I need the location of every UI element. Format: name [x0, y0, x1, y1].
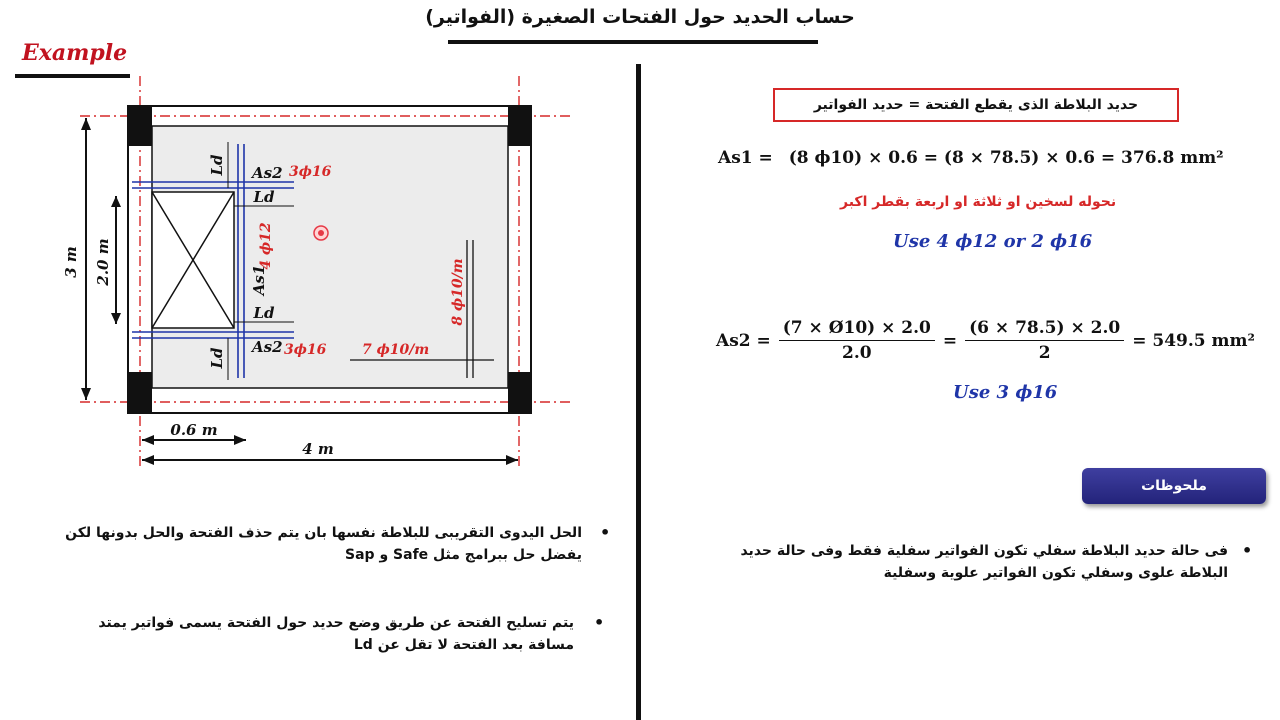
as2-denominator-1: 2.0	[842, 343, 872, 363]
left-note-item-2	[50, 612, 574, 656]
dim-2m: 2.0 m	[94, 238, 112, 286]
left-note-item-1	[30, 522, 582, 566]
as2-label: As2 =	[716, 330, 771, 351]
opening	[152, 192, 234, 328]
right-note-text: فى حالة حديد البلاطة سفلي تكون الفواتير سفلية فقط وفى حالة حديد البلاطة علوى وسفلي تكون الفواتير علوية وسفلية	[740, 543, 1228, 581]
red-note: نحوله لسخين او ثلاثة او اربعة بقطر اكبر	[840, 194, 1117, 210]
bullet-icon: •	[1242, 541, 1253, 560]
notes-button[interactable]: ملحوظات	[1082, 468, 1266, 504]
as1-label: As1	[250, 264, 268, 296]
as2-denominator-2: 2	[1038, 343, 1051, 363]
bullet-icon: •	[594, 613, 605, 632]
bars-4phi12: 4 ϕ12	[258, 222, 274, 270]
ld-top-vertical: Ld	[208, 154, 226, 176]
vertical-divider	[636, 64, 641, 720]
as2-numerator-2: (6 × 78.5) × 2.0	[965, 318, 1124, 341]
as2-result: = 549.5 mm²	[1132, 330, 1255, 351]
bars-3phi16-top: 3ϕ16	[289, 164, 332, 180]
right-note-item	[688, 540, 1228, 584]
as2-fraction-1	[779, 318, 935, 363]
as2-equation: As2 = $\frac{(7 \times Ø10) \times 2.0}{2.0}$ = $\frac{(6 \times 78.5) \times 2.0}{2}$ = 549.5 mm²	[716, 318, 1255, 363]
as2-top-label: As2	[252, 164, 283, 182]
as1-expression: (8 ϕ10) × 0.6 = (8 × 78.5) × 0.6 = 376.8 mm²	[788, 148, 1224, 168]
left-note-text-1: الحل اليدوى التقريبى للبلاطة نفسها بان يتم حذف الفتحة والحل بدونها لكن يفضل حل ببرامج مثل Safe و Sap	[65, 525, 582, 563]
as2-bottom-label: As2	[252, 338, 283, 356]
example-label: Example	[22, 40, 128, 66]
use-option-2: Use 3 ϕ16	[953, 382, 1058, 403]
as1-equation	[718, 148, 1224, 168]
page-title: حساب الحديد حول الفتحات الصغيرة (الفواتير)	[425, 6, 855, 28]
use-option-1: Use 4 ϕ12 or 2 ϕ16	[893, 231, 1093, 252]
slab-opening-drawing	[0, 60, 620, 480]
bars-3phi16-bottom: 3ϕ16	[284, 342, 327, 358]
pointer-cursor-icon	[314, 226, 328, 240]
ld-bottom-horizontal: Ld	[253, 304, 275, 322]
dim-4m: 4 m	[302, 440, 334, 458]
as1-label: As1 =	[718, 148, 773, 168]
left-note-text-2: يتم تسليح الفتحة عن طريق وضع حديد حول الفتحة يسمى فواتير يمتد مسافة بعد الفتحة لا تقل عن Ld	[98, 615, 574, 653]
bars-8phi10: 8 ϕ10/m	[450, 258, 466, 326]
ld-bottom-vertical: Ld	[208, 347, 226, 369]
definition-box: حديد البلاطة الذى يقطع الفتحة = حديد الفواتير	[773, 88, 1179, 122]
title-underline	[448, 40, 818, 44]
bullet-icon: •	[600, 523, 611, 542]
bars-7phi10: 7 ϕ10/m	[362, 342, 430, 358]
dim-3m: 3 m	[62, 246, 80, 278]
ld-top-horizontal: Ld	[253, 188, 275, 206]
as2-fraction-2	[965, 318, 1124, 363]
as2-numerator-1: (7 × Ø10) × 2.0	[779, 318, 935, 341]
dim-06m: 0.6 m	[170, 421, 218, 439]
